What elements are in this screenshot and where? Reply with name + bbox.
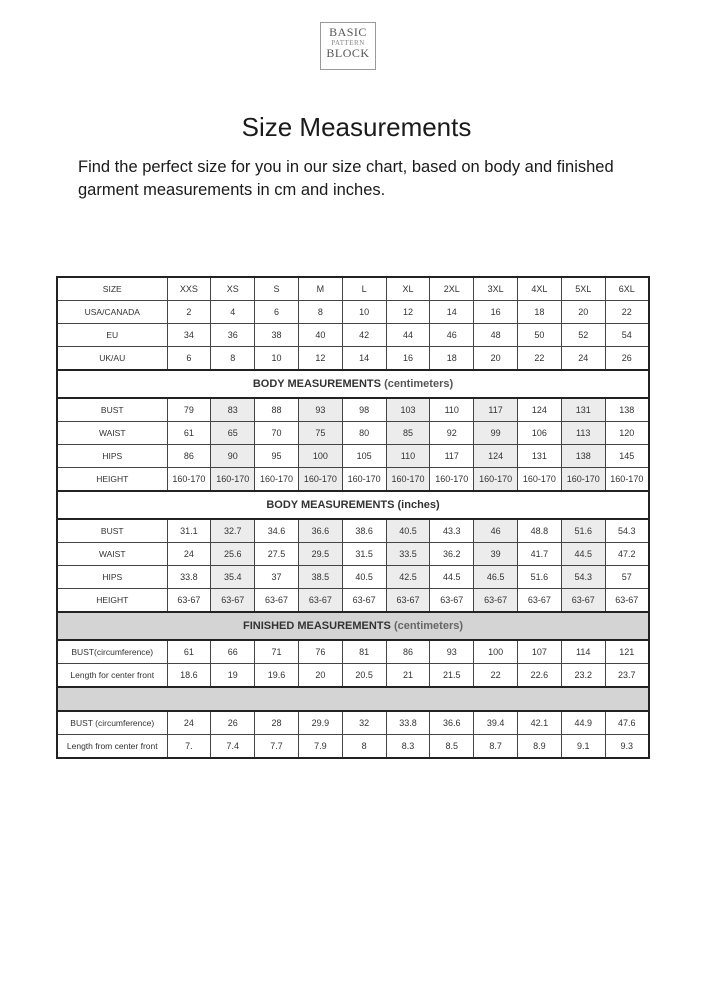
table-cell: 8 (211, 347, 255, 371)
row-label: HEIGHT (57, 468, 167, 492)
table-cell: 110 (386, 445, 430, 468)
table-cell: 3XL (474, 277, 518, 301)
table-cell: 93 (298, 398, 342, 422)
table-cell: 92 (430, 422, 474, 445)
conversion-row (57, 324, 649, 347)
table-cell: 21.5 (430, 664, 474, 688)
table-cell: 6XL (605, 277, 649, 301)
table-cell: 24 (167, 711, 211, 735)
table-cell: 138 (605, 398, 649, 422)
table-cell: 23.2 (561, 664, 605, 688)
table-cell: 46 (430, 324, 474, 347)
table-cell: 160-170 (167, 468, 211, 492)
table-cell: 70 (255, 422, 299, 445)
table-cell: 51.6 (561, 519, 605, 543)
finished-cm-row (57, 640, 649, 664)
table-cell: 39.4 (474, 711, 518, 735)
table-cell: 63-67 (561, 589, 605, 613)
table-cell: 33.8 (167, 566, 211, 589)
table-cell: 86 (167, 445, 211, 468)
table-cell: L (342, 277, 386, 301)
finished-cm-row (57, 664, 649, 688)
table-cell: 40 (298, 324, 342, 347)
table-cell: 47.6 (605, 711, 649, 735)
conversion-row (57, 347, 649, 371)
table-cell: 160-170 (474, 468, 518, 492)
row-label: HIPS (57, 566, 167, 589)
table-cell: 44.9 (561, 711, 605, 735)
table-cell: 47.2 (605, 543, 649, 566)
row-label: WAIST (57, 543, 167, 566)
table-cell: 9.1 (561, 735, 605, 759)
table-cell: 44.5 (430, 566, 474, 589)
table-cell: 103 (386, 398, 430, 422)
table-cell: 27.5 (255, 543, 299, 566)
table-cell: 100 (298, 445, 342, 468)
table-cell: 93 (430, 640, 474, 664)
table-cell: 6 (255, 301, 299, 324)
table-cell: 43.3 (430, 519, 474, 543)
table-cell: 105 (342, 445, 386, 468)
finished-cm-section (57, 612, 649, 640)
table-cell: 20 (474, 347, 518, 371)
table-cell: 86 (386, 640, 430, 664)
table-cell: 41.7 (518, 543, 562, 566)
table-cell: XL (386, 277, 430, 301)
row-label: Length from center front (57, 735, 167, 759)
table-cell: 32 (342, 711, 386, 735)
table-cell: 38.5 (298, 566, 342, 589)
table-cell: 2 (167, 301, 211, 324)
size-chart-body (57, 277, 649, 758)
table-cell: 160-170 (605, 468, 649, 492)
conversion-row (57, 301, 649, 324)
logo-line-basic: BASIC (329, 25, 367, 39)
table-cell: 95 (255, 445, 299, 468)
table-cell: 90 (211, 445, 255, 468)
table-cell: 28 (255, 711, 299, 735)
table-cell: 63-67 (255, 589, 299, 613)
table-cell: 46 (474, 519, 518, 543)
table-cell: 14 (342, 347, 386, 371)
table-cell: 8.3 (386, 735, 430, 759)
table-cell: 4 (211, 301, 255, 324)
row-label: BUST(circumference) (57, 640, 167, 664)
table-cell: 107 (518, 640, 562, 664)
table-cell: 66 (211, 640, 255, 664)
table-cell: 21 (386, 664, 430, 688)
table-cell: 33.5 (386, 543, 430, 566)
table-cell: 36.6 (298, 519, 342, 543)
table-cell: 26 (605, 347, 649, 371)
table-cell: 40.5 (342, 566, 386, 589)
table-cell: 7.7 (255, 735, 299, 759)
table-cell: 7.4 (211, 735, 255, 759)
table-cell: 8.9 (518, 735, 562, 759)
table-cell: 79 (167, 398, 211, 422)
table-cell: 52 (561, 324, 605, 347)
table-cell: 114 (561, 640, 605, 664)
table-cell: 18 (430, 347, 474, 371)
row-label: WAIST (57, 422, 167, 445)
table-cell: 31.1 (167, 519, 211, 543)
table-cell: 19 (211, 664, 255, 688)
table-cell: 160-170 (386, 468, 430, 492)
table-cell: 8.7 (474, 735, 518, 759)
table-cell: 57 (605, 566, 649, 589)
table-cell: 51.6 (518, 566, 562, 589)
table-cell: 26 (211, 711, 255, 735)
table-cell: 63-67 (211, 589, 255, 613)
row-label: BUST (57, 398, 167, 422)
table-cell: 131 (518, 445, 562, 468)
table-cell: 63-67 (167, 589, 211, 613)
table-cell: 63-67 (518, 589, 562, 613)
table-cell: 6 (167, 347, 211, 371)
table-cell: 80 (342, 422, 386, 445)
table-cell: 32.7 (211, 519, 255, 543)
section-heading (57, 612, 649, 640)
table-cell: 63-67 (386, 589, 430, 613)
table-cell: 48.8 (518, 519, 562, 543)
table-cell: 160-170 (298, 468, 342, 492)
table-cell: 34.6 (255, 519, 299, 543)
logo-line-block: BLOCK (326, 46, 370, 60)
table-cell: 12 (298, 347, 342, 371)
table-cell: 40.5 (386, 519, 430, 543)
table-cell: 22 (474, 664, 518, 688)
body-cm-row (57, 422, 649, 445)
table-cell: 117 (474, 398, 518, 422)
table-cell: 160-170 (561, 468, 605, 492)
table-cell: 18.6 (167, 664, 211, 688)
table-cell: 160-170 (430, 468, 474, 492)
table-cell: 37 (255, 566, 299, 589)
section-title: FINISHED MEASUREMENTS (242, 620, 391, 632)
table-cell: 54 (605, 324, 649, 347)
table-cell: 24 (561, 347, 605, 371)
table-cell: 76 (298, 640, 342, 664)
logo-line-pattern: PATTERN (331, 39, 365, 47)
table-cell: 63-67 (298, 589, 342, 613)
table-cell: 113 (561, 422, 605, 445)
table-cell: 99 (474, 422, 518, 445)
table-cell: 44 (386, 324, 430, 347)
table-cell: 42 (342, 324, 386, 347)
table-cell: 9.3 (605, 735, 649, 759)
table-cell: 8 (298, 301, 342, 324)
body-cm-row (57, 398, 649, 422)
table-cell: 29.5 (298, 543, 342, 566)
table-cell: 25.6 (211, 543, 255, 566)
row-label: Length for center front (57, 664, 167, 688)
body-cm-section (57, 370, 649, 398)
table-cell: 98 (342, 398, 386, 422)
table-cell: 20 (561, 301, 605, 324)
table-cell: 42.5 (386, 566, 430, 589)
table-cell: 2XL (430, 277, 474, 301)
table-cell: 16 (474, 301, 518, 324)
table-cell: 48 (474, 324, 518, 347)
table-cell: 20 (298, 664, 342, 688)
table-cell: 61 (167, 640, 211, 664)
intro-text: Find the perfect size for you in our size chart, based on body and finished garment measurements in cm and inches. (78, 158, 614, 199)
table-cell: 138 (561, 445, 605, 468)
table-cell: 88 (255, 398, 299, 422)
table-cell: 8.5 (430, 735, 474, 759)
table-cell: 54.3 (561, 566, 605, 589)
body-in-section (57, 491, 649, 519)
section-heading (57, 370, 649, 398)
table-cell: 22.6 (518, 664, 562, 688)
row-label: HIPS (57, 445, 167, 468)
table-cell: 14 (430, 301, 474, 324)
section-heading (57, 491, 649, 519)
table-cell: 36 (211, 324, 255, 347)
row-label: BUST (circumference) (57, 711, 167, 735)
table-cell: 117 (430, 445, 474, 468)
table-cell: 38 (255, 324, 299, 347)
table-cell: 22 (605, 301, 649, 324)
table-cell: 145 (605, 445, 649, 468)
table-cell: 22 (518, 347, 562, 371)
finished-in-section (57, 687, 649, 711)
table-cell: 31.5 (342, 543, 386, 566)
row-label: UK/AU (57, 347, 167, 371)
table-cell: 19.6 (255, 664, 299, 688)
brand-logo (320, 22, 376, 70)
table-cell: S (255, 277, 299, 301)
table-cell: 42.1 (518, 711, 562, 735)
page-title: Size Measurements (241, 112, 472, 142)
table-cell: 110 (430, 398, 474, 422)
body-cm-row (57, 445, 649, 468)
table-cell: 124 (474, 445, 518, 468)
row-label: HEIGHT (57, 589, 167, 613)
table-cell: 160-170 (255, 468, 299, 492)
body-in-row (57, 519, 649, 543)
table-cell: 100 (474, 640, 518, 664)
table-cell: 18 (518, 301, 562, 324)
table-cell: 7.9 (298, 735, 342, 759)
row-label: SIZE (57, 277, 167, 301)
table-cell: 12 (386, 301, 430, 324)
table-cell: 38.6 (342, 519, 386, 543)
table-cell: 36.2 (430, 543, 474, 566)
table-cell: 71 (255, 640, 299, 664)
table-cell: 160-170 (518, 468, 562, 492)
table-cell: 54.3 (605, 519, 649, 543)
table-cell: 83 (211, 398, 255, 422)
size-row (57, 277, 649, 301)
table-cell: 75 (298, 422, 342, 445)
table-cell: 24 (167, 543, 211, 566)
table-cell: 4XL (518, 277, 562, 301)
table-cell: 160-170 (342, 468, 386, 492)
table-cell: 35.4 (211, 566, 255, 589)
table-cell: 34 (167, 324, 211, 347)
table-cell: 160-170 (211, 468, 255, 492)
table-cell: 33.8 (386, 711, 430, 735)
row-label: EU (57, 324, 167, 347)
table-cell: 20.5 (342, 664, 386, 688)
body-in-row (57, 543, 649, 566)
blank-divider (57, 687, 649, 711)
table-cell: 39 (474, 543, 518, 566)
table-cell: 106 (518, 422, 562, 445)
section-unit: (centimeters) (393, 620, 464, 632)
table-cell: 5XL (561, 277, 605, 301)
table-cell: 36.6 (430, 711, 474, 735)
table-cell: XS (211, 277, 255, 301)
table-cell: 10 (342, 301, 386, 324)
table-cell: 29.9 (298, 711, 342, 735)
table-cell: 44.5 (561, 543, 605, 566)
size-chart-table (56, 276, 650, 759)
section-title: BODY MEASUREMENTS (inches) (266, 499, 440, 511)
table-cell: 46.5 (474, 566, 518, 589)
section-title: BODY MEASUREMENTS (252, 378, 381, 390)
table-cell: 121 (605, 640, 649, 664)
row-label: BUST (57, 519, 167, 543)
table-cell: 65 (211, 422, 255, 445)
table-cell: 16 (386, 347, 430, 371)
table-cell: 61 (167, 422, 211, 445)
table-cell: XXS (167, 277, 211, 301)
table-cell: 85 (386, 422, 430, 445)
table-cell: 63-67 (430, 589, 474, 613)
table-cell: 23.7 (605, 664, 649, 688)
table-cell: 81 (342, 640, 386, 664)
finished-in-row (57, 735, 649, 759)
finished-in-row (57, 711, 649, 735)
table-cell: 8 (342, 735, 386, 759)
table-cell: 124 (518, 398, 562, 422)
row-label: USA/CANADA (57, 301, 167, 324)
table-cell: 63-67 (605, 589, 649, 613)
body-in-row (57, 589, 649, 613)
table-cell: 7. (167, 735, 211, 759)
table-cell: 63-67 (474, 589, 518, 613)
table-cell: 120 (605, 422, 649, 445)
table-cell: M (298, 277, 342, 301)
table-cell: 10 (255, 347, 299, 371)
section-unit: (centimeters) (384, 378, 454, 390)
table-cell: 131 (561, 398, 605, 422)
body-cm-row (57, 468, 649, 492)
body-in-row (57, 566, 649, 589)
table-cell: 50 (518, 324, 562, 347)
table-cell: 63-67 (342, 589, 386, 613)
